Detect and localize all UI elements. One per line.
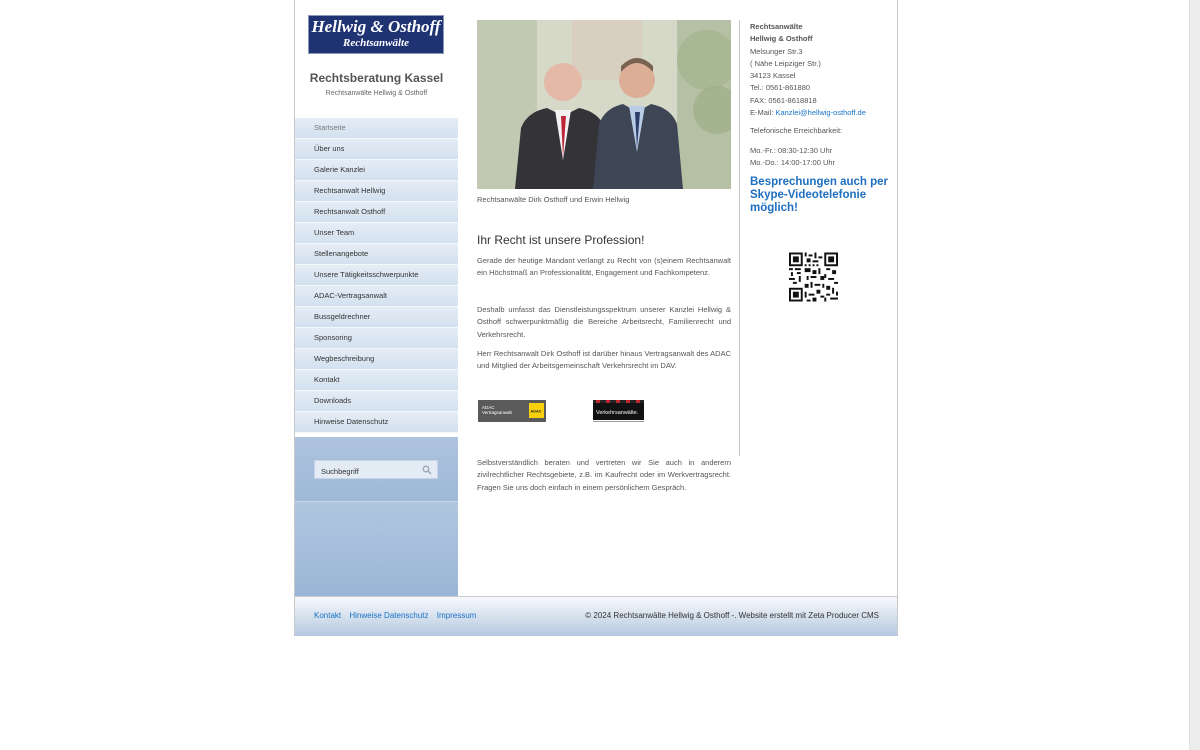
paragraph-other-fields: Selbstverständlich beraten und vertreten wir Sie auch in anderern zivilrechtlicher Rechtsgebiete, z.B. im Kaufrecht oder im Werkvertragsrecht. Fragen Sie uns doch einfach in einem persönlichem Gespräch. [477,458,731,492]
column-divider [739,20,740,456]
skype-notice: Besprechungen auch per Skype-Videotelefonie möglich! [750,176,889,214]
hours-weekday-afternoon: Mo.-Do.: 14:00-17:00 Uhr [750,157,836,167]
hero-photo-illustration [477,20,731,189]
page-container [294,0,898,636]
site-subtitle: Rechtsanwälte Hellwig & Osthoff [325,90,428,97]
paragraph-intro: Gerade der heutige Mandant verlangt zu Recht von (s)einem Rechtsanwalt ein Höchstmaß an Professionalität, Engagement und Fachkompetenz. [477,256,731,278]
nav-item-kontakt[interactable]: Kontakt [295,370,458,391]
hero-caption: Rechtsanwälte Dirk Osthoff und Erwin Hellwig [477,195,630,204]
nav-item-taetigkeitsschwerpunkte[interactable]: Unsere Tätigkeitsschwerpunkte [295,265,458,286]
logo-line-2: Rechtsanwälte [342,37,409,49]
footer-copyright: © 2024 Rechtsanwälte Hellwig & Osthoff -. Website erstellt mit Zeta Producer CMS [585,611,879,620]
scrollbar[interactable] [1189,0,1200,750]
nav-item-unser-team[interactable]: Unser Team [295,223,458,244]
contact-block [750,21,890,169]
nav-item-bussgeldrechner[interactable]: Bussgeldrechner [295,307,458,328]
verkehrsanwaelte-badge-text: Verkehrsanwälte. [596,410,639,416]
footer [295,596,897,636]
nav-item-rechtsanwalt-hellwig[interactable]: Rechtsanwalt Hellwig [295,181,458,202]
qr-code-icon [789,250,838,304]
adac-vertragsanwalt-badge[interactable] [478,400,546,422]
contact-phone: Tel.: 0561-861880 [750,83,811,93]
nav-item-hinweise-datenschutz[interactable]: Hinweise Datenschutz [295,412,458,433]
contact-email-row [750,107,890,119]
verkehrsanwaelte-badge[interactable] [593,400,644,424]
verkehrsanwaelte-badge-graphic [593,400,644,424]
adac-badge-line-1: ADAC [482,405,495,410]
footer-link-datenschutz[interactable]: Hinweise Datenschutz [349,611,429,620]
contact-email-link[interactable]: Kanzlei@hellwig-osthoff.de [775,108,866,118]
contact-note: ( Nähe Leipziger Str.) [750,58,821,68]
paragraph-spectrum: Deshalb umfasst das Dienstleistungsspektrum unserer Kanzlei Hellwig & Osthoff schwerpunktmäßig die Bereiche Arbeitsrecht, Familienrecht und Verkehrsrecht. [477,305,731,339]
contact-street: Melsunger Str.3 [750,46,803,56]
footer-link-kontakt[interactable]: Kontakt [314,611,342,620]
main-heading: Ihr Recht ist unsere Profession! [477,233,645,247]
contact-fax: FAX: 0561-8618818 [750,95,817,105]
logo[interactable] [308,15,444,54]
search-icon[interactable] [422,465,432,475]
nav-item-downloads[interactable]: Downloads [295,391,458,412]
sidebar [295,0,458,596]
nav-item-adac-vertragsanwalt[interactable]: ADAC-Vertragsanwalt [295,286,458,307]
nav-item-sponsoring[interactable]: Sponsoring [295,328,458,349]
main-navigation [295,118,458,433]
nav-item-ueber-uns[interactable]: Über uns [295,139,458,160]
contact-firm-line-1: Rechtsanwälte [750,22,803,31]
hours-title: Telefonische Erreichbarkeit: [750,126,843,136]
contact-city: 34123 Kassel [750,71,796,81]
site-title: Rechtsberatung Kassel [309,71,444,85]
adac-badge-line-2: Vertragsanwalt [482,410,512,415]
hero-photo [477,20,731,189]
nav-item-galerie-kanzlei[interactable]: Galerie Kanzlei [295,160,458,181]
hours-weekday-morning: Mo.-Fr.: 08:30-12:30 Uhr [750,145,833,155]
footer-links [314,611,482,620]
nav-item-wegbeschreibung[interactable]: Wegbeschreibung [295,349,458,370]
adac-badge-graphic [478,400,546,422]
search-input[interactable] [315,463,421,480]
adac-mark: ADAC [530,409,542,414]
paragraph-adac: Herr Rechtsanwalt Dirk Osthoff ist darüber hinaus Vertragsanwalt des ADAC und Mitglied der Arbeitsgemeinschaft Verkehrsrecht im DAV. [477,349,731,371]
nav-item-stellenangebote[interactable]: Stellenangebote [295,244,458,265]
search-box [314,460,438,479]
contact-email-label: E-Mail: [750,108,774,118]
footer-link-impressum[interactable]: Impressum [436,611,477,620]
nav-item-startseite[interactable]: Startseite [295,118,458,139]
nav-item-rechtsanwalt-osthoff[interactable]: Rechtsanwalt Osthoff [295,202,458,223]
contact-firm-line-2: Hellwig & Osthoff [750,34,813,44]
logo-line-1: Hellwig & Osthoff [311,17,441,36]
